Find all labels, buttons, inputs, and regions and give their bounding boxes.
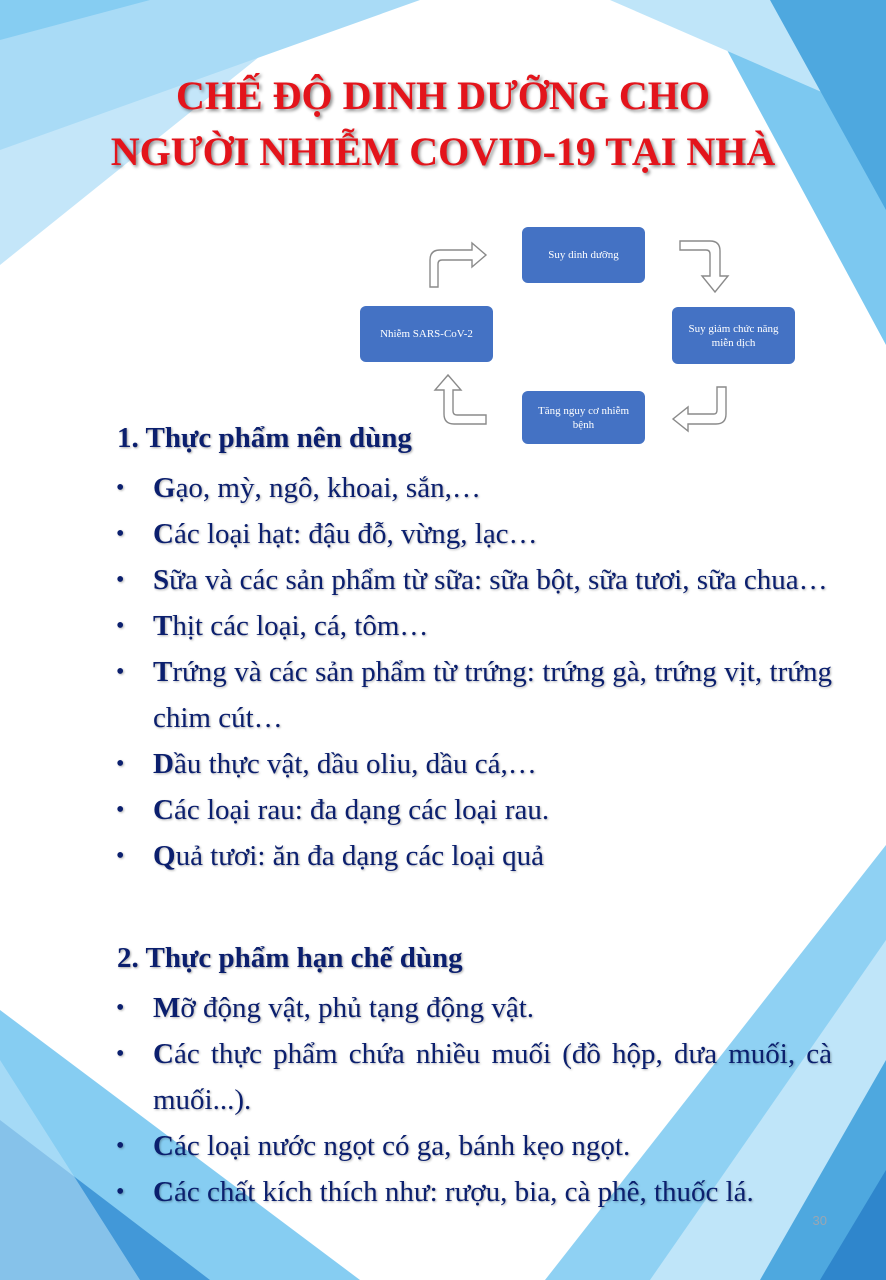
list-item: • Sữa và các sản phẩm từ sữa: sữa bột, sữa tươi, sữa chua… bbox=[112, 557, 832, 603]
bullet-icon: • bbox=[116, 797, 125, 823]
section-1-heading: 1. Thực phẩm nên dùng bbox=[117, 422, 412, 454]
cycle-arrow-bottom-left-icon bbox=[426, 370, 490, 430]
title-line-1: CHẾ ĐỘ DINH DƯỠNG CHO bbox=[175, 73, 711, 118]
bullet-icon: • bbox=[116, 995, 125, 1021]
bullet-icon: • bbox=[116, 613, 125, 639]
list-item: • Các loại nước ngọt có ga, bánh kẹo ngọt. bbox=[112, 1123, 832, 1169]
cycle-node-sars-cov-2: Nhiễm SARS-CoV-2 bbox=[360, 306, 493, 362]
list-item: • Mỡ động vật, phủ tạng động vật. bbox=[112, 985, 832, 1031]
restricted-foods-list bbox=[112, 985, 832, 1215]
cycle-arrow-top-left-icon bbox=[424, 240, 490, 290]
title-line-2: NGƯỜI NHIỄM COVID-19 TẠI NHÀ bbox=[110, 129, 776, 174]
cycle-arrow-top-right-icon bbox=[678, 236, 734, 296]
list-item: • Trứng và các sản phẩm từ trứng: trứng gà, trứng vịt, trứng chim cút… bbox=[112, 649, 832, 741]
bullet-icon: • bbox=[116, 659, 125, 685]
bullet-icon: • bbox=[116, 1179, 125, 1205]
list-item: • Quả tươi: ăn đa dạng các loại quả bbox=[112, 833, 832, 879]
cycle-node-infection-risk: Tăng nguy cơ nhiễm bệnh bbox=[522, 391, 645, 444]
section-2-heading: 2. Thực phẩm hạn chế dùng bbox=[117, 942, 463, 974]
bullet-icon: • bbox=[116, 1133, 125, 1159]
bullet-icon: • bbox=[116, 1041, 125, 1067]
bullet-icon: • bbox=[116, 567, 125, 593]
bullet-icon: • bbox=[116, 475, 125, 501]
list-item: • Các thực phẩm chứa nhiều muối (đồ hộp, dưa muối, cà muối...). bbox=[112, 1031, 832, 1123]
page-number: 30 bbox=[812, 1213, 827, 1228]
cycle-node-malnutrition: Suy dinh dưỡng bbox=[522, 227, 645, 283]
list-item: • Các loại hạt: đậu đỗ, vừng, lạc… bbox=[112, 511, 832, 557]
list-item: • Dầu thực vật, dầu oliu, dầu cá,… bbox=[112, 741, 832, 787]
bullet-icon: • bbox=[116, 751, 125, 777]
recommended-foods-list bbox=[112, 465, 832, 879]
cycle-arrow-bottom-right-icon bbox=[670, 384, 734, 434]
bullet-icon: • bbox=[116, 521, 125, 547]
list-item: • Thịt các loại, cá, tôm… bbox=[112, 603, 832, 649]
list-item: • Gạo, mỳ, ngô, khoai, sắn,… bbox=[112, 465, 832, 511]
list-item: • Các chất kích thích như: rượu, bia, cà phê, thuốc lá. bbox=[112, 1169, 832, 1215]
list-item: • Các loại rau: đa dạng các loại rau. bbox=[112, 787, 832, 833]
cycle-node-immune-decline: Suy giảm chức năng miễn dịch bbox=[672, 307, 795, 364]
bullet-icon: • bbox=[116, 843, 125, 869]
